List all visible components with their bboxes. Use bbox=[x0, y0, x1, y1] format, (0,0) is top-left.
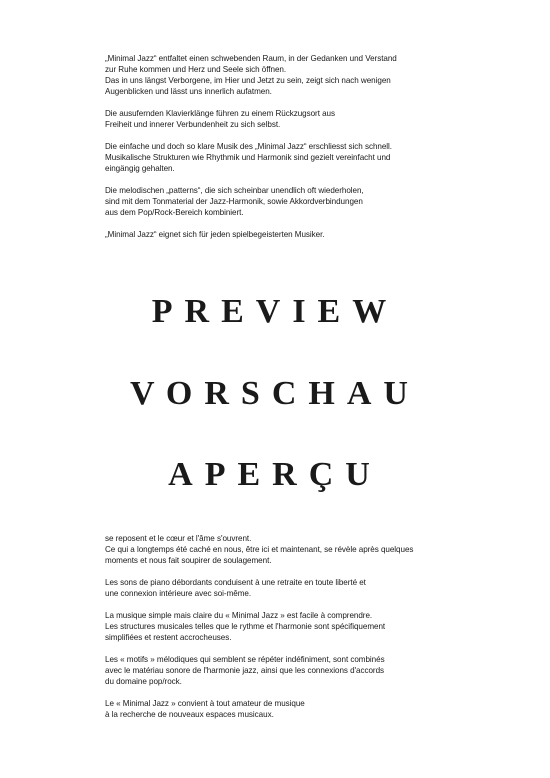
text-line: du domaine pop/rock. bbox=[105, 677, 182, 686]
text-line: Augenblicken und lässt uns innerlich aufatmen. bbox=[105, 87, 272, 96]
text-line: Le « Minimal Jazz » convient à tout amateur de musique bbox=[105, 699, 305, 708]
paragraph bbox=[105, 610, 435, 643]
paragraph bbox=[105, 577, 435, 599]
watermark-apercu: APERÇU bbox=[168, 456, 382, 493]
text-line: moments et nous fait soupirer de soulagement. bbox=[105, 556, 272, 565]
text-line: La musique simple mais claire du « Minimal Jazz » est facile à comprendre. bbox=[105, 611, 373, 620]
french-text-block bbox=[105, 533, 435, 731]
text-line: Les sons de piano débordants conduisent à une retraite en toute liberté et bbox=[105, 578, 366, 587]
text-line: simplifiées et restent accrocheuses. bbox=[105, 633, 232, 642]
text-line: avec le matériau sonore de l'harmonie jazz, ainsi que les connexions d'accords bbox=[105, 666, 385, 675]
watermark-vorschau: VORSCHAU bbox=[130, 375, 420, 412]
text-line: zur Ruhe kommen und Herz und Seele sich öffnen. bbox=[105, 65, 287, 74]
text-line: Freiheit und innerer Verbundenheit zu sich selbst. bbox=[105, 120, 281, 129]
german-text-block bbox=[105, 53, 435, 245]
text-line: Die einfache und doch so klare Musik des „Minimal Jazz“ erschliesst sich schnell. bbox=[105, 142, 392, 151]
text-line: Les « motifs » mélodiques qui semblent se répéter indéfiniment, sont combinés bbox=[105, 655, 385, 664]
text-line: se reposent et le cœur et l'âme s'ouvrent. bbox=[105, 534, 252, 543]
paragraph bbox=[105, 53, 435, 97]
text-line: Ce qui a longtemps été caché en nous, être ici et maintenant, se révèle après quelques bbox=[105, 545, 414, 554]
text-line: Das in uns längst Verborgene, im Hier und Jetzt zu sein, zeigt sich nach wenigen bbox=[105, 76, 391, 85]
paragraph bbox=[105, 185, 435, 218]
text-line: „Minimal Jazz“ eignet sich für jeden spielbegeisterten Musiker. bbox=[105, 230, 325, 239]
text-line: „Minimal Jazz“ entfaltet einen schwebenden Raum, in der Gedanken und Verstand bbox=[105, 54, 397, 63]
paragraph bbox=[105, 533, 435, 566]
text-line: eingängig gehalten. bbox=[105, 164, 175, 173]
text-line: sind mit dem Tonmaterial der Jazz-Harmonik, sowie Akkordverbindungen bbox=[105, 197, 363, 206]
text-line: une connexion intérieure avec soi-même. bbox=[105, 589, 252, 598]
paragraph bbox=[105, 698, 435, 720]
text-line: Musikalische Strukturen wie Rhythmik und Harmonik sind gezielt vereinfacht und bbox=[105, 153, 391, 162]
text-line: Les structures musicales telles que le rythme et l'harmonie sont spécifiquement bbox=[105, 622, 386, 631]
text-line: Die melodischen „patterns“, die sich scheinbar unendlich oft wiederholen, bbox=[105, 186, 364, 195]
text-line: aus dem Pop/Rock-Bereich kombiniert. bbox=[105, 208, 244, 217]
text-line: à la recherche de nouveaux espaces musicaux. bbox=[105, 710, 274, 719]
paragraph bbox=[105, 141, 435, 174]
paragraph bbox=[105, 108, 435, 130]
text-line: Die ausufernden Klavierklänge führen zu einem Rückzugsort aus bbox=[105, 109, 336, 118]
paragraph bbox=[105, 654, 435, 687]
watermark-preview: PREVIEW bbox=[151, 293, 399, 330]
paragraph bbox=[105, 229, 435, 240]
